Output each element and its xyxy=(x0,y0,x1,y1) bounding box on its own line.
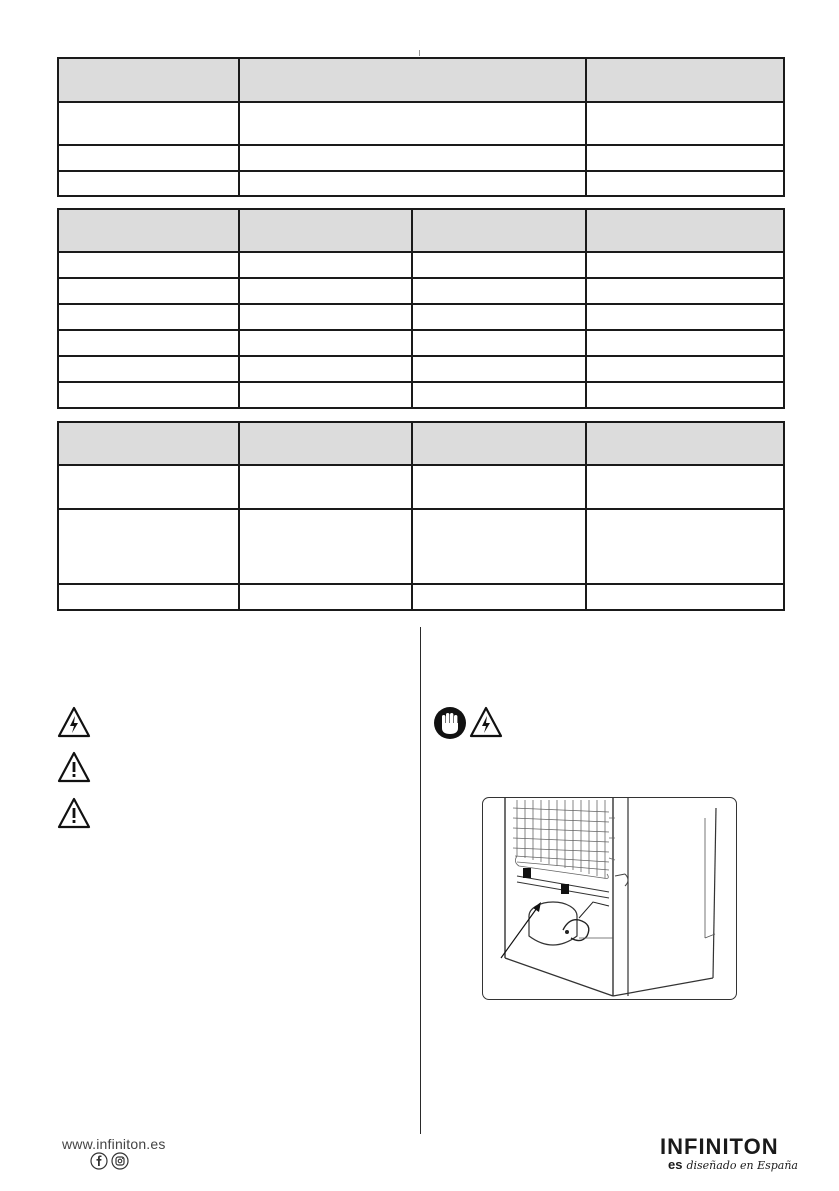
brand-logo: INFINITON xyxy=(660,1134,779,1159)
table-cell xyxy=(239,382,412,408)
table-cell xyxy=(239,145,586,171)
table-header-cell xyxy=(586,209,784,252)
table-cell xyxy=(239,252,412,278)
table-cell xyxy=(586,356,784,382)
table-row xyxy=(58,102,784,145)
table-cell xyxy=(239,356,412,382)
instagram-icon[interactable] xyxy=(111,1152,129,1170)
table-cell xyxy=(58,278,239,304)
table-cell xyxy=(58,330,239,356)
stop-hand-icon xyxy=(433,706,467,740)
table-row xyxy=(58,278,784,304)
top-mark xyxy=(419,50,420,56)
table-cell xyxy=(412,356,586,382)
table-header-cell xyxy=(239,209,412,252)
table-row xyxy=(58,382,784,408)
table-cell xyxy=(58,252,239,278)
table-cell xyxy=(58,102,239,145)
tagline-mark: es xyxy=(668,1157,683,1172)
table-header-row xyxy=(58,422,784,465)
table-row xyxy=(58,145,784,171)
table-cell xyxy=(412,382,586,408)
table-header-row xyxy=(58,209,784,252)
table-cell xyxy=(239,278,412,304)
table-cell xyxy=(58,509,239,584)
table-cell xyxy=(412,584,586,610)
table-header-cell xyxy=(412,422,586,465)
spec-table-1 xyxy=(57,57,785,197)
warning-icon xyxy=(57,797,91,829)
table-header-cell xyxy=(58,422,239,465)
spec-table-3 xyxy=(57,421,785,611)
table-header-cell xyxy=(586,58,784,102)
table-cell xyxy=(239,584,412,610)
table-cell xyxy=(586,278,784,304)
table-cell xyxy=(586,382,784,408)
table-cell xyxy=(239,304,412,330)
table-cell xyxy=(58,145,239,171)
table-cell xyxy=(412,465,586,509)
table-cell xyxy=(586,145,784,171)
table-cell xyxy=(586,304,784,330)
spec-table-2 xyxy=(57,208,785,409)
table-cell xyxy=(586,171,784,196)
tagline-text: diseñado en España xyxy=(686,1159,798,1172)
table-header-cell xyxy=(58,209,239,252)
electric-hazard-icon xyxy=(469,706,503,738)
table-header-cell xyxy=(239,58,586,102)
table-header-row xyxy=(58,58,784,102)
table-cell xyxy=(586,509,784,584)
table-row xyxy=(58,171,784,196)
table-cell xyxy=(412,278,586,304)
table-header-cell xyxy=(412,209,586,252)
table-cell xyxy=(586,102,784,145)
table-cell xyxy=(58,304,239,330)
table-row xyxy=(58,509,784,584)
table-cell xyxy=(58,465,239,509)
table-row xyxy=(58,356,784,382)
warning-icon xyxy=(57,751,91,783)
table-cell xyxy=(412,252,586,278)
table-row xyxy=(58,330,784,356)
table-row xyxy=(58,252,784,278)
table-cell xyxy=(239,465,412,509)
table-cell xyxy=(239,171,586,196)
table-header-cell xyxy=(58,58,239,102)
table-cell xyxy=(586,584,784,610)
table-header-cell xyxy=(239,422,412,465)
table-header-cell xyxy=(586,422,784,465)
table-cell xyxy=(586,252,784,278)
electric-hazard-icon xyxy=(57,706,91,738)
table-cell xyxy=(58,356,239,382)
table-cell xyxy=(58,171,239,196)
table-cell xyxy=(58,584,239,610)
fridge-compressor-illustration xyxy=(482,797,737,1000)
table-row xyxy=(58,584,784,610)
table-cell xyxy=(58,382,239,408)
website-url[interactable]: www.infiniton.es xyxy=(62,1136,166,1152)
table-cell xyxy=(239,102,586,145)
brand-tagline xyxy=(668,1157,798,1172)
table-row xyxy=(58,304,784,330)
facebook-icon[interactable] xyxy=(90,1152,108,1170)
table-cell xyxy=(586,330,784,356)
fridge-back-drawing xyxy=(483,798,736,999)
column-divider xyxy=(420,627,421,1134)
table-cell xyxy=(412,304,586,330)
table-cell xyxy=(586,465,784,509)
table-cell xyxy=(239,509,412,584)
table-cell xyxy=(239,330,412,356)
table-cell xyxy=(412,509,586,584)
table-row xyxy=(58,465,784,509)
table-cell xyxy=(412,330,586,356)
